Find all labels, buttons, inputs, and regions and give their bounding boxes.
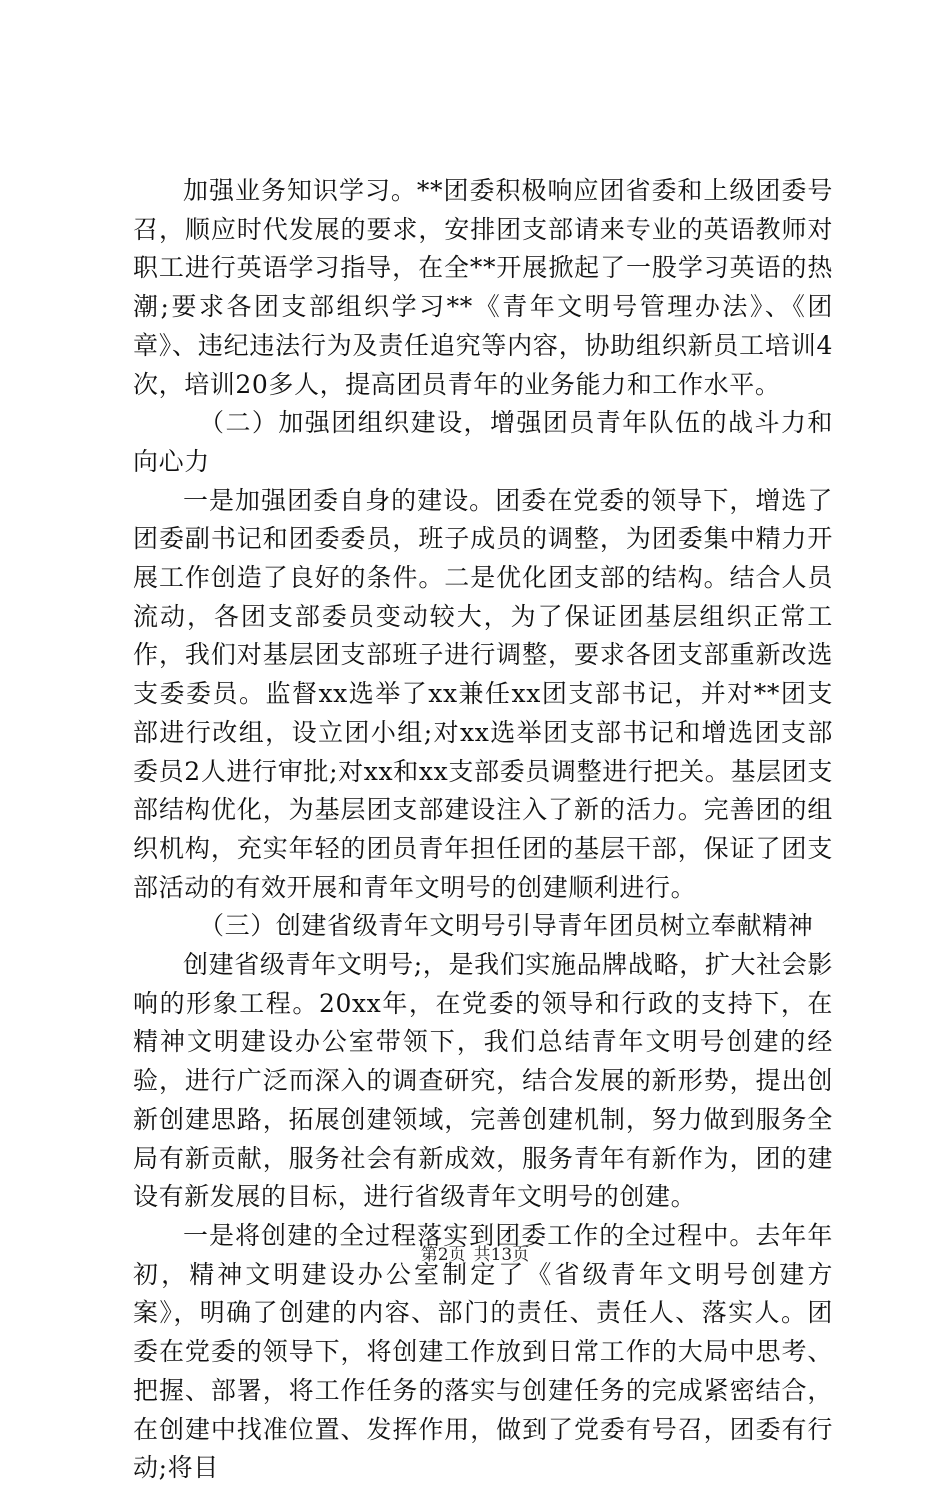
page-number: 第2页 <box>420 1245 466 1265</box>
page-total: 共13页 <box>473 1245 530 1265</box>
paragraph-civilization-title: 创建省级青年文明号;，是我们实施品牌战略，扩大社会影响的形象工程。20xx年，在党委的领导和行政的支持下，在精神文明建设办公室带领下，我们总结青年文明号创建的经验，进行广泛而深入的调查研究，结合发展的新形势，提出创新创建思路，拓展创建领域，完善创建机制，努力做到服务全局有新贡献，服务社会有新成效，服务青年有新作为，团的建设有新发展的目标，进行省级青年文明号的创建。 <box>133 950 833 1212</box>
section-heading-civilization-title: （三）创建省级青年文明号引导青年团员树立奉献精神 <box>199 911 814 941</box>
paragraph-organization-building: 一是加强团委自身的建设。团委在党委的领导下，增选了团委副书记和团委委员，班子成员的调整，为团委集中精力开展工作创造了良好的条件。二是优化团支部的结构。结合人员流动，各团支部委员变动较大，为了保证团基层组织正常工作，我们对基层团支部班子进行调整，要求各团支部重新改选支委委员。监督xx选举了xx兼任xx团支部书记，并对**团支部进行改组，设立团小组;对xx选举团支部书记和增选团支部委员2人进行审批;对xx和xx支部委员调整进行把关。基层团支部结构优化，为基层团支部建设注入了新的活力。完善团的组织机构，充实年轻的团员青年担任团的基层干部，保证了团支部活动的有效开展和青年文明号的创建顺利进行。 <box>133 485 833 902</box>
page-footer <box>0 1243 950 1267</box>
section-heading-organization: （二）加强团组织建设，增强团员青年队伍的战斗力和向心力 <box>133 408 833 476</box>
paragraph-knowledge-study: 加强业务知识学习。**团委积极响应团省委和上级团委号召，顺应时代发展的要求，安排团支部请来专业的英语教师对职工进行英语学习指导，在全**开展掀起了一股学习英语的热潮;要求各团支部组织学习**《青年文明号管理办法》、《团章》、违纪违法行为及责任追究等内容，协助组织新员工培训4次，培训20多人，提高团员青年的业务能力和工作水平。 <box>133 176 833 399</box>
paragraph-creation-process: 一是将创建的全过程落实到团委工作的全过程中。去年年初，精神文明建设办公室制定了《省级青年文明号创建方案》，明确了创建的内容、部门的责任、责任人、落实人。团委在党委的领导下，将创建工作放到日常工作的大局中思考、把握、部署，将工作任务的落实与创建任务的完成紧密结合，在创建中找准位置、发挥作用，做到了党委有号召，团委有行动;将目 <box>133 1220 833 1483</box>
document-body <box>133 172 833 1488</box>
